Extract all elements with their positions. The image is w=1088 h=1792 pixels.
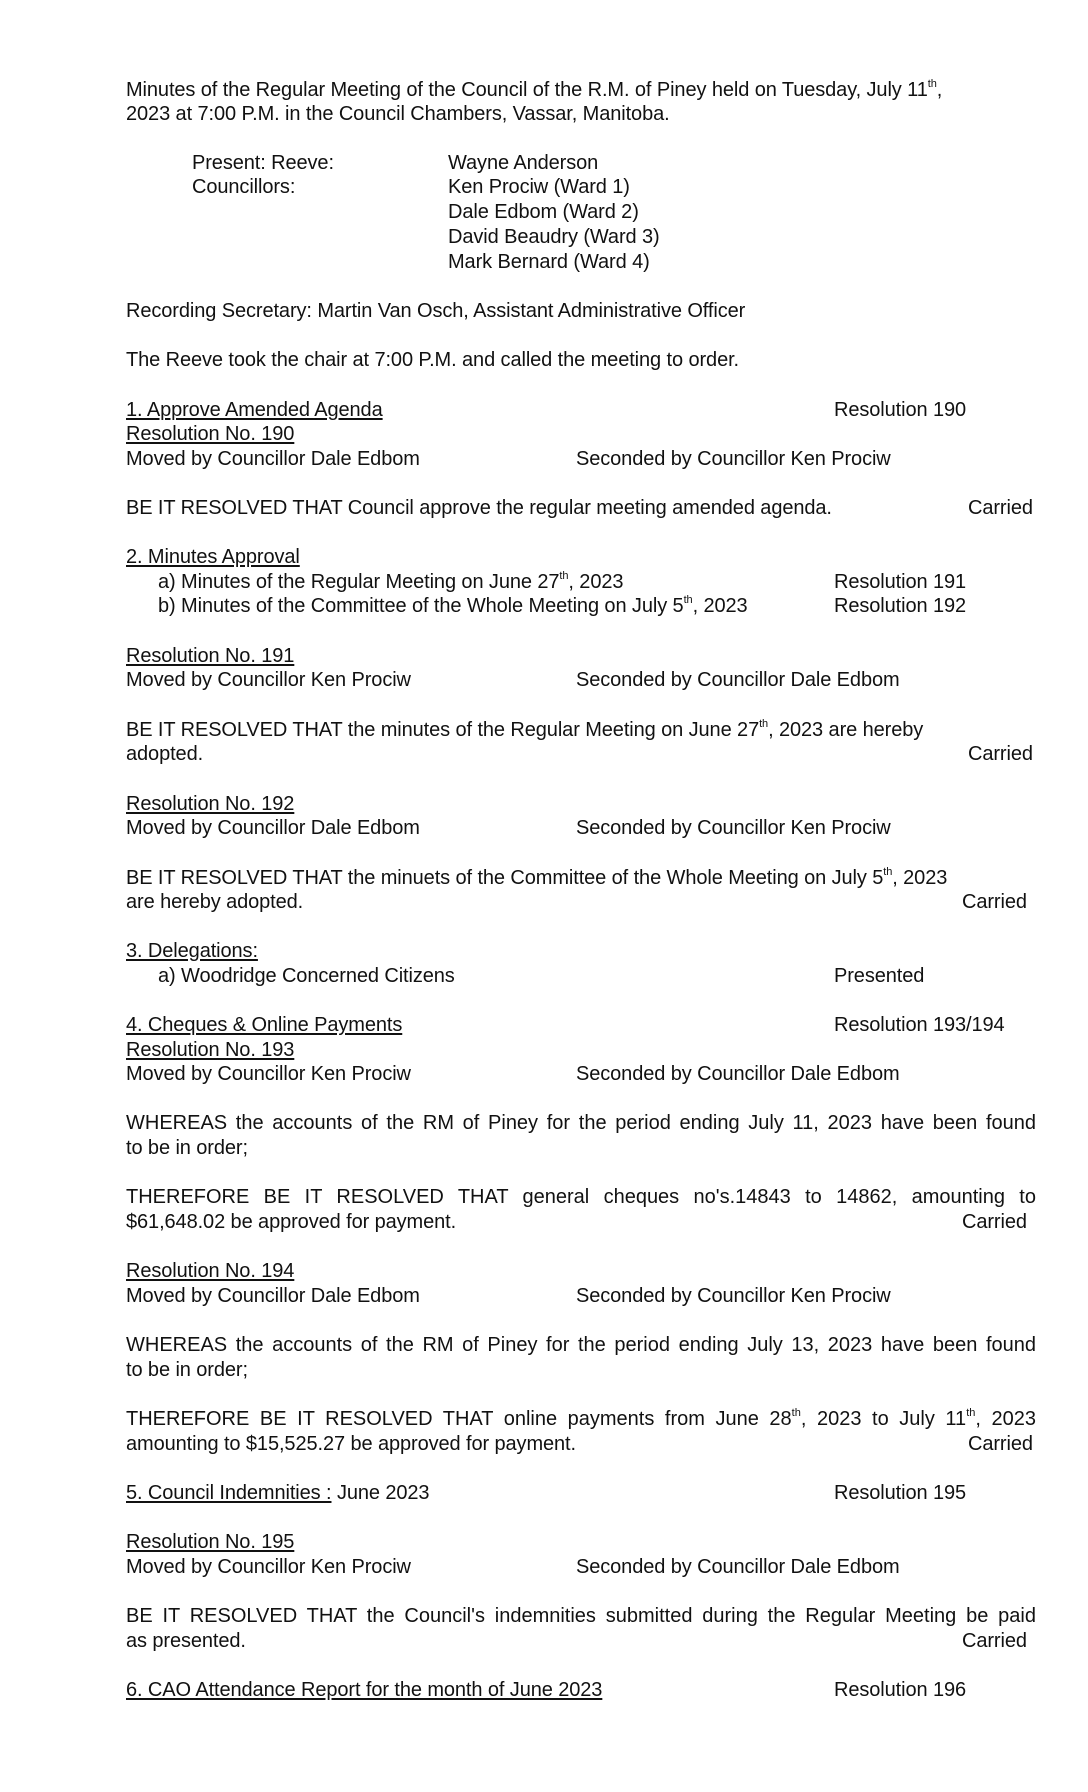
seconded-by: Seconded by Councillor Dale Edbom: [576, 1556, 900, 1578]
resolution-text: BE IT RESOLVED THAT the Council's indemnities submitted during the Regular Meeting be paid: [126, 1605, 1036, 1627]
councillors-label: Councillors:: [192, 176, 296, 198]
resolution-ref: Resolution 196: [834, 1679, 967, 1701]
resolution-ref: Resolution 191: [834, 571, 967, 593]
seconded-by: Seconded by Councillor Ken Prociw: [576, 448, 891, 470]
resolution-label: Resolution No. 195: [126, 1531, 295, 1553]
therefore-text: THEREFORE BE IT RESOLVED THAT online payments from June 28th, 2023 to July 11th, 2023: [126, 1407, 1036, 1430]
moved-by: Moved by Councillor Dale Edbom: [126, 817, 420, 839]
reeve-name: Wayne Anderson: [448, 152, 599, 174]
section-heading: 2. Minutes Approval: [126, 546, 300, 568]
status-carried: Carried: [968, 743, 1033, 765]
status-carried: Carried: [962, 1630, 1027, 1652]
councillor-name: Mark Bernard (Ward 4): [448, 251, 650, 273]
resolution-label: Resolution No. 190: [126, 423, 295, 445]
resolution-label: Resolution No. 193: [126, 1039, 295, 1061]
resolution-ref: Resolution 195: [834, 1482, 967, 1504]
councillor-name: Dale Edbom (Ward 2): [448, 201, 639, 223]
resolution-text: BE IT RESOLVED THAT the minutes of the Regular Meeting on June 27th, 2023 are hereby: [126, 718, 924, 741]
status-carried: Carried: [962, 1211, 1027, 1233]
section-heading: 5. Council Indemnities : June 2023: [126, 1482, 430, 1504]
moved-by: Moved by Councillor Ken Prociw: [126, 1063, 411, 1085]
agenda-item: a) Woodridge Concerned Citizens: [158, 965, 455, 987]
seconded-by: Seconded by Councillor Ken Prociw: [576, 1285, 891, 1307]
recording-secretary: Recording Secretary: Martin Van Osch, Assistant Administrative Officer: [126, 300, 746, 322]
present-label: Present: Reeve:: [192, 152, 334, 174]
agenda-item: a) Minutes of the Regular Meeting on June 27th, 2023: [158, 570, 624, 593]
resolution-text: adopted.: [126, 743, 204, 765]
therefore-text: $61,648.02 be approved for payment.: [126, 1211, 457, 1233]
status-carried: Carried: [968, 497, 1033, 519]
resolution-label: Resolution No. 192: [126, 793, 295, 815]
seconded-by: Seconded by Councillor Ken Prociw: [576, 817, 891, 839]
section-heading: 3. Delegations:: [126, 940, 258, 962]
moved-by: Moved by Councillor Ken Prociw: [126, 1556, 411, 1578]
seconded-by: Seconded by Councillor Dale Edbom: [576, 1063, 900, 1085]
resolution-text: as presented.: [126, 1630, 246, 1652]
seconded-by: Seconded by Councillor Dale Edbom: [576, 669, 900, 691]
status-carried: Carried: [962, 891, 1027, 913]
councillor-name: David Beaudry (Ward 3): [448, 226, 660, 248]
section-heading: 4. Cheques & Online Payments: [126, 1014, 403, 1036]
chair-statement: The Reeve took the chair at 7:00 P.M. and called the meeting to order.: [126, 349, 740, 371]
header-line-2: 2023 at 7:00 P.M. in the Council Chambers, Vassar, Manitoba.: [126, 103, 670, 125]
resolution-label: Resolution No. 194: [126, 1260, 295, 1282]
councillor-name: Ken Prociw (Ward 1): [448, 176, 630, 198]
resolution-label: Resolution No. 191: [126, 645, 295, 667]
resolution-ref: Resolution 192: [834, 595, 967, 617]
resolution-text: BE IT RESOLVED THAT the minuets of the Committee of the Whole Meeting on July 5th, 2023: [126, 866, 948, 889]
moved-by: Moved by Councillor Dale Edbom: [126, 1285, 420, 1307]
section-heading: 6. CAO Attendance Report for the month of June 2023: [126, 1679, 603, 1701]
whereas-text: WHEREAS the accounts of the RM of Piney for the period ending July 11, 2023 have been found: [126, 1112, 1036, 1134]
resolution-ref: Resolution 193/194: [834, 1014, 1005, 1036]
resolution-text: are hereby adopted.: [126, 891, 304, 913]
moved-by: Moved by Councillor Dale Edbom: [126, 448, 420, 470]
whereas-text: to be in order;: [126, 1137, 248, 1159]
whereas-text: to be in order;: [126, 1359, 248, 1381]
whereas-text: WHEREAS the accounts of the RM of Piney for the period ending July 13, 2023 have been found: [126, 1334, 1036, 1356]
resolution-ref: Resolution 190: [834, 399, 967, 421]
moved-by: Moved by Councillor Ken Prociw: [126, 669, 411, 691]
therefore-text: THEREFORE BE IT RESOLVED THAT general cheques no's.14843 to 14862, amounting to: [126, 1186, 1036, 1208]
status-carried: Carried: [968, 1433, 1033, 1455]
status-presented: Presented: [834, 965, 925, 987]
agenda-item: b) Minutes of the Committee of the Whole Meeting on July 5th, 2023: [158, 594, 748, 617]
resolution-text: BE IT RESOLVED THAT Council approve the regular meeting amended agenda.: [126, 497, 832, 519]
section-heading: 1. Approve Amended Agenda: [126, 399, 383, 421]
header-line-1: Minutes of the Regular Meeting of the Council of the R.M. of Piney held on Tuesday, July 11th,: [126, 78, 943, 101]
therefore-text: amounting to $15,525.27 be approved for payment.: [126, 1433, 576, 1455]
